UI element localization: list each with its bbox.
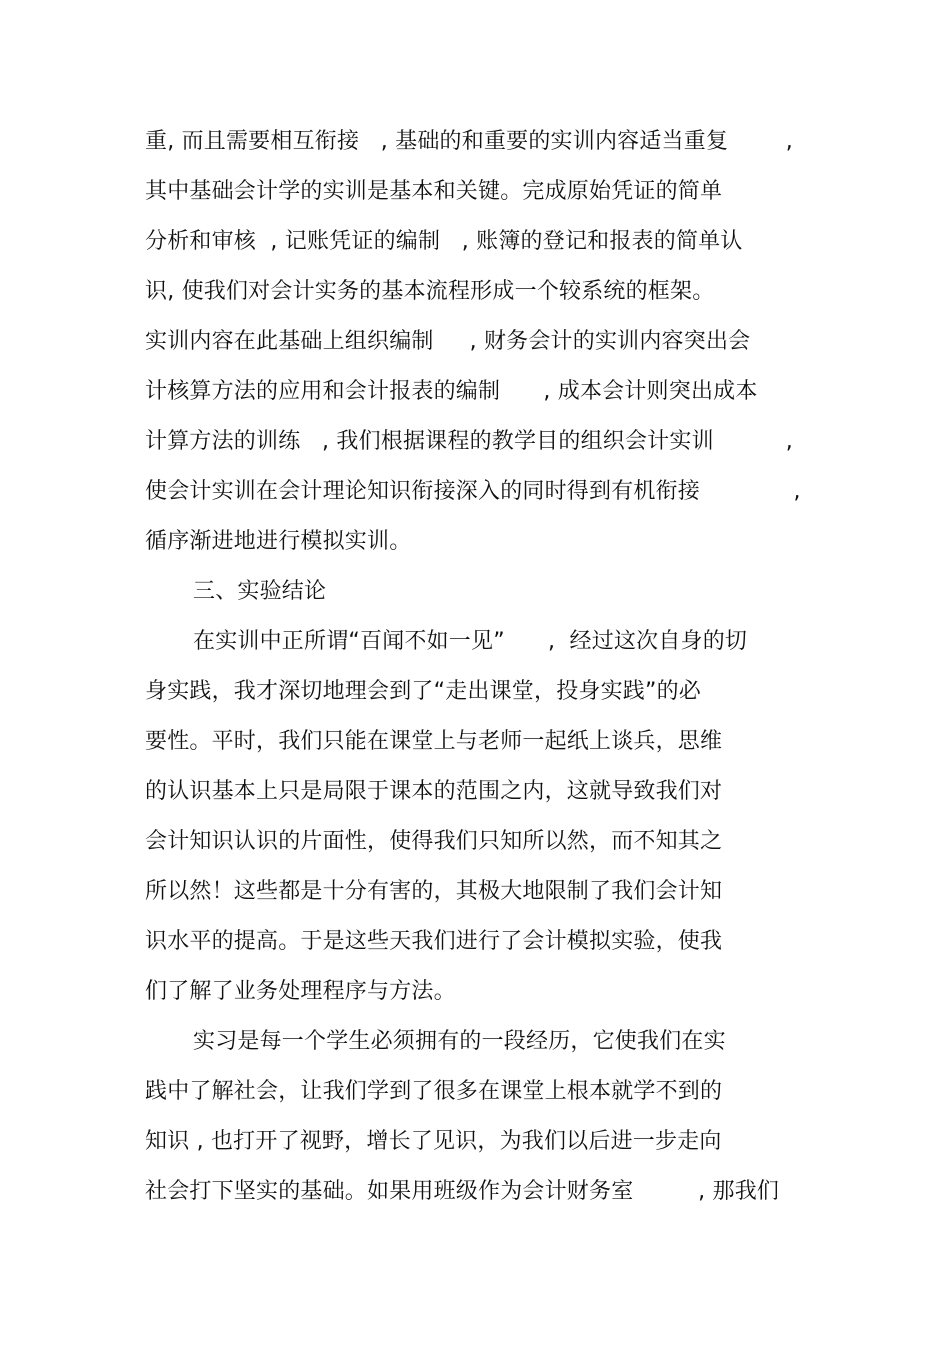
text-line: 识, 使我们对会计实务的基本流程形成一个较系统的框架。	[145, 279, 715, 304]
text-line: 的认识基本上只是局限于课本的范围之内，这就导致我们对	[145, 779, 723, 804]
text-line: 其中基础会计学的实训是基本和关键。完成原始凭证的简单	[145, 179, 723, 204]
section-heading: 三、实验结论	[193, 579, 327, 604]
text-line: 实训内容在此基础上组织编制 , 财务会计的实训内容突出会	[145, 329, 751, 354]
text-line: 知识 , 也打开了视野，增长了见识，为我们以后进一步走向	[145, 1129, 722, 1154]
text-line: 身实践，我才深切地理会到了“走出课堂，投身实践”的必	[145, 679, 701, 704]
text-line: 计算方法的训练 , 我们根据课程的教学目的组织会计实训 ,	[145, 429, 793, 454]
text-line: 们了解了业务处理程序与方法。	[145, 979, 456, 1004]
text-line: 分析和审核 , 记账凭证的编制 , 账簿的登记和报表的简单认	[145, 229, 743, 254]
text-line: 所以然！这些都是十分有害的，其极大地限制了我们会计知	[145, 879, 723, 904]
text-line: 识水平的提高。于是这些天我们进行了会计模拟实验，使我	[145, 929, 723, 954]
text-line: 社会打下坚实的基础。如果用班级作为会计财务室 , 那我们	[145, 1179, 780, 1204]
text-line: 重, 而且需要相互衔接 , 基础的和重要的实训内容适当重复 ,	[145, 129, 793, 154]
text-line: 要性。平时，我们只能在课堂上与老师一起纸上谈兵，思维	[145, 729, 723, 754]
text-line: 会计知识认识的片面性，使得我们只知所以然，而不知其之	[145, 829, 723, 854]
text-line: 在实训中正所谓“百闻不如一见” , 经过这次自身的切	[193, 629, 748, 654]
text-line: 实习是每一个学生必须拥有的一段经历，它使我们在实	[193, 1029, 726, 1054]
text-line: 循序渐进地进行模拟实训。	[145, 529, 412, 554]
text-line: 使会计实训在会计理论知识衔接深入的同时得到有机衔接 ,	[145, 479, 801, 504]
text-line: 践中了解社会，让我们学到了很多在课堂上根本就学不到的	[145, 1079, 723, 1104]
text-line: 计核算方法的应用和会计报表的编制 , 成本会计则突出成本	[145, 379, 758, 404]
